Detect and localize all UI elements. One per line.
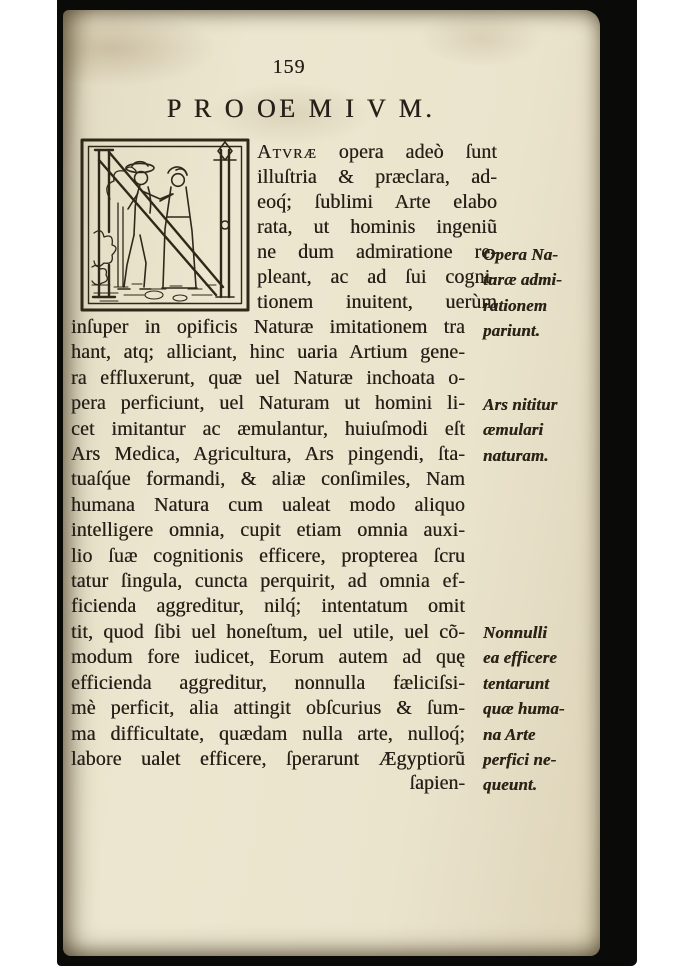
text-line: efficienda aggreditur, nonnulla fæliciſsi- — [71, 671, 465, 694]
text-line: inſuper in opificis Naturæ imitationem tra — [71, 316, 465, 338]
margin-note-opera-naturae — [483, 242, 598, 344]
text-line: Opera Na- — [483, 245, 559, 264]
text-line: ea efficere — [483, 648, 557, 668]
body-text-wrapped-column — [257, 140, 497, 315]
text-line: pariunt. — [483, 321, 541, 341]
text-line: intelligere omnia, cupit etiam omnia auxi- — [71, 519, 465, 542]
text-line: perfici ne- — [483, 750, 557, 770]
book-page — [63, 10, 600, 956]
text-line: Ars Medica, Agricultura, Ars pingendi, ſta- — [71, 443, 465, 466]
text-line: eoq́; ſublimi Arte elabo — [257, 191, 497, 213]
text-line: modum fore iudicet, Eorum autem ad quę — [71, 646, 465, 669]
text-line: cet imitantur ac æmulantur, huiuſmodi eſt — [71, 417, 465, 440]
text-line: Ars nititur — [483, 395, 558, 414]
text-line: tatur ſingula, cuncta perquirit, ad omnia ef- — [71, 570, 465, 593]
text-line: mè perficit, alia attingit obſcurius & ſum- — [71, 697, 465, 720]
margin-note-nonnulli — [483, 620, 598, 798]
text-line: illuſtria & præclara, ad- — [257, 166, 497, 188]
text-line: labore ualet efficere, ſperarunt Ægyptiorũ — [71, 747, 465, 770]
page-number: 159 — [272, 56, 306, 78]
text-line: tit, quod ſibi uel honeſtum, uel utile, uel cõ- — [71, 620, 465, 643]
body-text-column — [71, 315, 465, 772]
text-line: pera perficiunt, uel Naturam ut homini li- — [71, 392, 465, 415]
small-caps-lead: Atvræ — [257, 141, 317, 163]
text-line: na Arte — [483, 724, 536, 744]
text-line: naturam. — [483, 445, 549, 465]
catchword: ſapien- — [409, 772, 465, 794]
woodcut-initial-n-icon — [80, 137, 250, 313]
text-line: turæ admi- — [483, 270, 562, 290]
text-line: hant, atq; alliciant, hinc uaria Artium gene- — [71, 341, 465, 364]
text-line: ne dum admiratione re- — [257, 241, 497, 263]
text-line: rationem — [483, 295, 548, 315]
scan-background — [57, 0, 637, 966]
text-line: tuaſq́ue formandi, & aliæ conſimiles, Nam — [71, 468, 465, 491]
text-line: tentarunt — [483, 673, 550, 693]
text-line: Atvræ opera adeò ſunt — [257, 141, 497, 163]
text-line: ficienda aggreditur, nilq́; intentatum omit — [71, 595, 465, 618]
text-line: ma difficultate, quædam nulla arte, nulloq́; — [71, 722, 465, 745]
text-line: humana Natura cum ualeat modo aliquo — [71, 493, 465, 516]
text-line: pleant, ac ad ſui cogni- — [257, 266, 497, 288]
text-line: lio ſuæ cognitionis efficere, propterea ſcru — [71, 544, 465, 567]
text-line: rata, ut hominis ingeniũ — [257, 216, 497, 238]
text-line: ra effluxerunt, quæ uel Naturæ inchoata o- — [71, 366, 465, 389]
text-line: tionem inuitent, uerùm — [257, 291, 497, 313]
text-line: queunt. — [483, 775, 538, 795]
text-line: Nonnulli — [483, 623, 548, 642]
text-line: quæ huma- — [483, 699, 565, 719]
margin-note-ars-nititur — [483, 392, 598, 468]
text-line: æmulari — [483, 420, 544, 440]
page-title: P R O OE M I V M. — [166, 94, 436, 123]
